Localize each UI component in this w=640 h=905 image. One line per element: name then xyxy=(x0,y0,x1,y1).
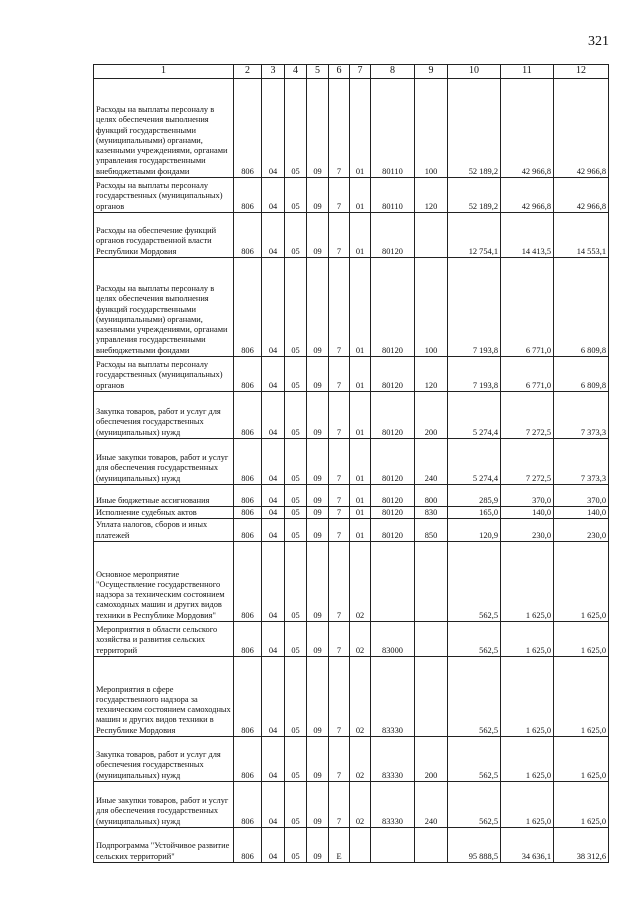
amount-col11: 1 625,0 xyxy=(501,657,554,737)
column-header-10: 10 xyxy=(448,65,501,79)
direction-code: 80110 xyxy=(371,79,415,178)
expense-type-code xyxy=(415,542,448,622)
event-code: 01 xyxy=(350,392,371,439)
amount-col12: 1 625,0 xyxy=(554,622,609,657)
column-header-1: 1 xyxy=(94,65,234,79)
event-code: 01 xyxy=(350,519,371,542)
table-row xyxy=(94,828,609,863)
event-code: 02 xyxy=(350,782,371,828)
table-header-row xyxy=(94,65,609,79)
expense-type-code: 120 xyxy=(415,357,448,392)
program-code: 09 xyxy=(307,622,329,657)
program-code: 09 xyxy=(307,828,329,863)
subprogram-code: 7 xyxy=(329,622,350,657)
amount-col10: 562,5 xyxy=(448,657,501,737)
amount-col11: 1 625,0 xyxy=(501,737,554,782)
table-row xyxy=(94,737,609,782)
amount-col12: 7 373,3 xyxy=(554,392,609,439)
program-code: 09 xyxy=(307,392,329,439)
row-name: Расходы на выплаты персоналу государственных (муниципальных) органов xyxy=(94,178,234,213)
column-header-7: 7 xyxy=(350,65,371,79)
table-row xyxy=(94,357,609,392)
row-name: Мероприятия в области сельского хозяйства и развития сельских территорий xyxy=(94,622,234,657)
subprogram-code: 7 xyxy=(329,542,350,622)
subprogram-code: 7 xyxy=(329,485,350,507)
row-name: Основное мероприятие "Осуществление государственного надзора за техническим состоянием самоходных машин и других видов техники в Республике Мордовия" xyxy=(94,542,234,622)
amount-col12: 140,0 xyxy=(554,507,609,519)
section-code: 04 xyxy=(262,507,285,519)
direction-code: 80120 xyxy=(371,439,415,485)
column-header-2: 2 xyxy=(234,65,262,79)
chapter-code: 806 xyxy=(234,828,262,863)
section-code: 04 xyxy=(262,542,285,622)
table-row xyxy=(94,622,609,657)
amount-col11: 1 625,0 xyxy=(501,782,554,828)
amount-col12: 1 625,0 xyxy=(554,657,609,737)
budget-table xyxy=(93,64,609,863)
table-body xyxy=(94,79,609,863)
amount-col12: 370,0 xyxy=(554,485,609,507)
amount-col10: 562,5 xyxy=(448,737,501,782)
table-row xyxy=(94,79,609,178)
row-name: Закупка товаров, работ и услуг для обеспечения государственных (муниципальных) нужд xyxy=(94,737,234,782)
subsection-code: 05 xyxy=(285,439,307,485)
amount-col12: 42 966,8 xyxy=(554,79,609,178)
chapter-code: 806 xyxy=(234,357,262,392)
column-header-9: 9 xyxy=(415,65,448,79)
section-code: 04 xyxy=(262,79,285,178)
row-name: Уплата налогов, сборов и иных платежей xyxy=(94,519,234,542)
direction-code: 80120 xyxy=(371,392,415,439)
section-code: 04 xyxy=(262,519,285,542)
subprogram-code: 7 xyxy=(329,519,350,542)
event-code: 02 xyxy=(350,737,371,782)
chapter-code: 806 xyxy=(234,782,262,828)
table-row xyxy=(94,392,609,439)
chapter-code: 806 xyxy=(234,392,262,439)
amount-col10: 5 274,4 xyxy=(448,439,501,485)
expense-type-code: 100 xyxy=(415,79,448,178)
amount-col10: 12 754,1 xyxy=(448,213,501,258)
expense-type-code: 800 xyxy=(415,485,448,507)
event-code: 01 xyxy=(350,485,371,507)
amount-col10: 95 888,5 xyxy=(448,828,501,863)
expense-type-code xyxy=(415,828,448,863)
program-code: 09 xyxy=(307,782,329,828)
event-code: 01 xyxy=(350,258,371,357)
amount-col10: 165,0 xyxy=(448,507,501,519)
direction-code: 83330 xyxy=(371,657,415,737)
row-name: Иные бюджетные ассигнования xyxy=(94,485,234,507)
chapter-code: 806 xyxy=(234,737,262,782)
table-row xyxy=(94,439,609,485)
expense-type-code: 240 xyxy=(415,439,448,485)
section-code: 04 xyxy=(262,657,285,737)
row-name: Подпрограмма "Устойчивое развитие сельских территорий" xyxy=(94,828,234,863)
row-name: Расходы на обеспечение функций органов государственной власти Республики Мордовия xyxy=(94,213,234,258)
subsection-code: 05 xyxy=(285,737,307,782)
table-row xyxy=(94,258,609,357)
subsection-code: 05 xyxy=(285,357,307,392)
row-name: Расходы на выплаты персоналу государственных (муниципальных) органов xyxy=(94,357,234,392)
expense-type-code: 240 xyxy=(415,782,448,828)
table-row xyxy=(94,657,609,737)
direction-code xyxy=(371,828,415,863)
amount-col10: 562,5 xyxy=(448,782,501,828)
amount-col12: 6 809,8 xyxy=(554,357,609,392)
section-code: 04 xyxy=(262,782,285,828)
subsection-code: 05 xyxy=(285,178,307,213)
subsection-code: 05 xyxy=(285,542,307,622)
amount-col12: 6 809,8 xyxy=(554,258,609,357)
section-code: 04 xyxy=(262,737,285,782)
amount-col10: 5 274,4 xyxy=(448,392,501,439)
amount-col11: 230,0 xyxy=(501,519,554,542)
subprogram-code: 7 xyxy=(329,507,350,519)
subprogram-code: 7 xyxy=(329,439,350,485)
subsection-code: 05 xyxy=(285,213,307,258)
amount-col10: 562,5 xyxy=(448,622,501,657)
program-code: 09 xyxy=(307,357,329,392)
amount-col11: 42 966,8 xyxy=(501,178,554,213)
program-code: 09 xyxy=(307,542,329,622)
section-code: 04 xyxy=(262,622,285,657)
program-code: 09 xyxy=(307,439,329,485)
direction-code: 83330 xyxy=(371,782,415,828)
direction-code: 80120 xyxy=(371,258,415,357)
subsection-code: 05 xyxy=(285,828,307,863)
direction-code: 80120 xyxy=(371,213,415,258)
section-code: 04 xyxy=(262,828,285,863)
chapter-code: 806 xyxy=(234,178,262,213)
subprogram-code: 7 xyxy=(329,213,350,258)
program-code: 09 xyxy=(307,737,329,782)
amount-col11: 42 966,8 xyxy=(501,79,554,178)
expense-type-code: 200 xyxy=(415,737,448,782)
subsection-code: 05 xyxy=(285,657,307,737)
amount-col11: 1 625,0 xyxy=(501,542,554,622)
program-code: 09 xyxy=(307,79,329,178)
table-row xyxy=(94,485,609,507)
amount-col12: 38 312,6 xyxy=(554,828,609,863)
subsection-code: 05 xyxy=(285,507,307,519)
column-header-5: 5 xyxy=(307,65,329,79)
row-name: Закупка товаров, работ и услуг для обеспечения государственных (муниципальных) нужд xyxy=(94,392,234,439)
program-code: 09 xyxy=(307,258,329,357)
amount-col12: 1 625,0 xyxy=(554,737,609,782)
amount-col10: 562,5 xyxy=(448,542,501,622)
chapter-code: 806 xyxy=(234,439,262,485)
program-code: 09 xyxy=(307,519,329,542)
chapter-code: 806 xyxy=(234,485,262,507)
subprogram-code: Е xyxy=(329,828,350,863)
row-name: Расходы на выплаты персоналу в целях обеспечения выполнения функций государственными (муниципальными) органами, казенными учреждениями, органами управления государственными внебюджетными фондами xyxy=(94,258,234,357)
expense-type-code xyxy=(415,213,448,258)
subsection-code: 05 xyxy=(285,782,307,828)
amount-col10: 52 189,2 xyxy=(448,79,501,178)
amount-col11: 14 413,5 xyxy=(501,213,554,258)
column-header-12: 12 xyxy=(554,65,609,79)
table-row xyxy=(94,213,609,258)
column-header-11: 11 xyxy=(501,65,554,79)
subprogram-code: 7 xyxy=(329,178,350,213)
table-row xyxy=(94,782,609,828)
column-header-3: 3 xyxy=(262,65,285,79)
direction-code: 80120 xyxy=(371,485,415,507)
amount-col11: 6 771,0 xyxy=(501,258,554,357)
direction-code: 83000 xyxy=(371,622,415,657)
amount-col12: 42 966,8 xyxy=(554,178,609,213)
subprogram-code: 7 xyxy=(329,79,350,178)
program-code: 09 xyxy=(307,485,329,507)
amount-col12: 14 553,1 xyxy=(554,213,609,258)
expense-type-code: 120 xyxy=(415,178,448,213)
section-code: 04 xyxy=(262,178,285,213)
amount-col10: 52 189,2 xyxy=(448,178,501,213)
event-code: 01 xyxy=(350,357,371,392)
amount-col11: 7 272,5 xyxy=(501,392,554,439)
subsection-code: 05 xyxy=(285,79,307,178)
event-code: 01 xyxy=(350,79,371,178)
event-code: 02 xyxy=(350,657,371,737)
chapter-code: 806 xyxy=(234,519,262,542)
column-header-6: 6 xyxy=(329,65,350,79)
section-code: 04 xyxy=(262,485,285,507)
subsection-code: 05 xyxy=(285,392,307,439)
event-code: 01 xyxy=(350,178,371,213)
expense-type-code: 100 xyxy=(415,258,448,357)
event-code: 01 xyxy=(350,439,371,485)
direction-code: 80110 xyxy=(371,178,415,213)
row-name: Расходы на выплаты персоналу в целях обеспечения выполнения функций государственными (муниципальными) органами, казенными учреждениями, органами управления государственными внебюджетными фондами xyxy=(94,79,234,178)
subsection-code: 05 xyxy=(285,622,307,657)
subsection-code: 05 xyxy=(285,258,307,357)
event-code: 02 xyxy=(350,542,371,622)
direction-code: 83330 xyxy=(371,737,415,782)
subprogram-code: 7 xyxy=(329,357,350,392)
subsection-code: 05 xyxy=(285,519,307,542)
column-header-8: 8 xyxy=(371,65,415,79)
expense-type-code xyxy=(415,657,448,737)
table-row xyxy=(94,507,609,519)
expense-type-code: 200 xyxy=(415,392,448,439)
chapter-code: 806 xyxy=(234,79,262,178)
program-code: 09 xyxy=(307,507,329,519)
amount-col10: 120,9 xyxy=(448,519,501,542)
expense-type-code xyxy=(415,622,448,657)
program-code: 09 xyxy=(307,178,329,213)
column-header-4: 4 xyxy=(285,65,307,79)
amount-col11: 1 625,0 xyxy=(501,622,554,657)
chapter-code: 806 xyxy=(234,657,262,737)
section-code: 04 xyxy=(262,213,285,258)
subprogram-code: 7 xyxy=(329,737,350,782)
program-code: 09 xyxy=(307,213,329,258)
table-row xyxy=(94,178,609,213)
subprogram-code: 7 xyxy=(329,258,350,357)
section-code: 04 xyxy=(262,357,285,392)
expense-type-code: 850 xyxy=(415,519,448,542)
section-code: 04 xyxy=(262,392,285,439)
table-row xyxy=(94,519,609,542)
subprogram-code: 7 xyxy=(329,782,350,828)
amount-col12: 7 373,3 xyxy=(554,439,609,485)
chapter-code: 806 xyxy=(234,258,262,357)
amount-col11: 7 272,5 xyxy=(501,439,554,485)
direction-code: 80120 xyxy=(371,357,415,392)
subprogram-code: 7 xyxy=(329,392,350,439)
page-number: 321 xyxy=(588,34,609,49)
amount-col11: 140,0 xyxy=(501,507,554,519)
amount-col12: 1 625,0 xyxy=(554,542,609,622)
direction-code xyxy=(371,542,415,622)
chapter-code: 806 xyxy=(234,213,262,258)
chapter-code: 806 xyxy=(234,622,262,657)
amount-col12: 1 625,0 xyxy=(554,782,609,828)
subprogram-code: 7 xyxy=(329,657,350,737)
direction-code: 80120 xyxy=(371,519,415,542)
amount-col11: 6 771,0 xyxy=(501,357,554,392)
chapter-code: 806 xyxy=(234,507,262,519)
amount-col10: 285,9 xyxy=(448,485,501,507)
chapter-code: 806 xyxy=(234,542,262,622)
event-code: 01 xyxy=(350,213,371,258)
subsection-code: 05 xyxy=(285,485,307,507)
program-code: 09 xyxy=(307,657,329,737)
event-code: 01 xyxy=(350,507,371,519)
event-code xyxy=(350,828,371,863)
section-code: 04 xyxy=(262,439,285,485)
row-name: Мероприятия в сфере государственного надзора за техническим состоянием самоходных машин и других видов техники в Республике Мордовия xyxy=(94,657,234,737)
expense-type-code: 830 xyxy=(415,507,448,519)
amount-col11: 370,0 xyxy=(501,485,554,507)
amount-col10: 7 193,8 xyxy=(448,357,501,392)
row-name: Иные закупки товаров, работ и услуг для обеспечения государственных (муниципальных) нужд xyxy=(94,782,234,828)
section-code: 04 xyxy=(262,258,285,357)
table-row xyxy=(94,542,609,622)
amount-col12: 230,0 xyxy=(554,519,609,542)
direction-code: 80120 xyxy=(371,507,415,519)
row-name: Иные закупки товаров, работ и услуг для обеспечения государственных (муниципальных) нужд xyxy=(94,439,234,485)
amount-col11: 34 636,1 xyxy=(501,828,554,863)
event-code: 02 xyxy=(350,622,371,657)
row-name: Исполнение судебных актов xyxy=(94,507,234,519)
amount-col10: 7 193,8 xyxy=(448,258,501,357)
